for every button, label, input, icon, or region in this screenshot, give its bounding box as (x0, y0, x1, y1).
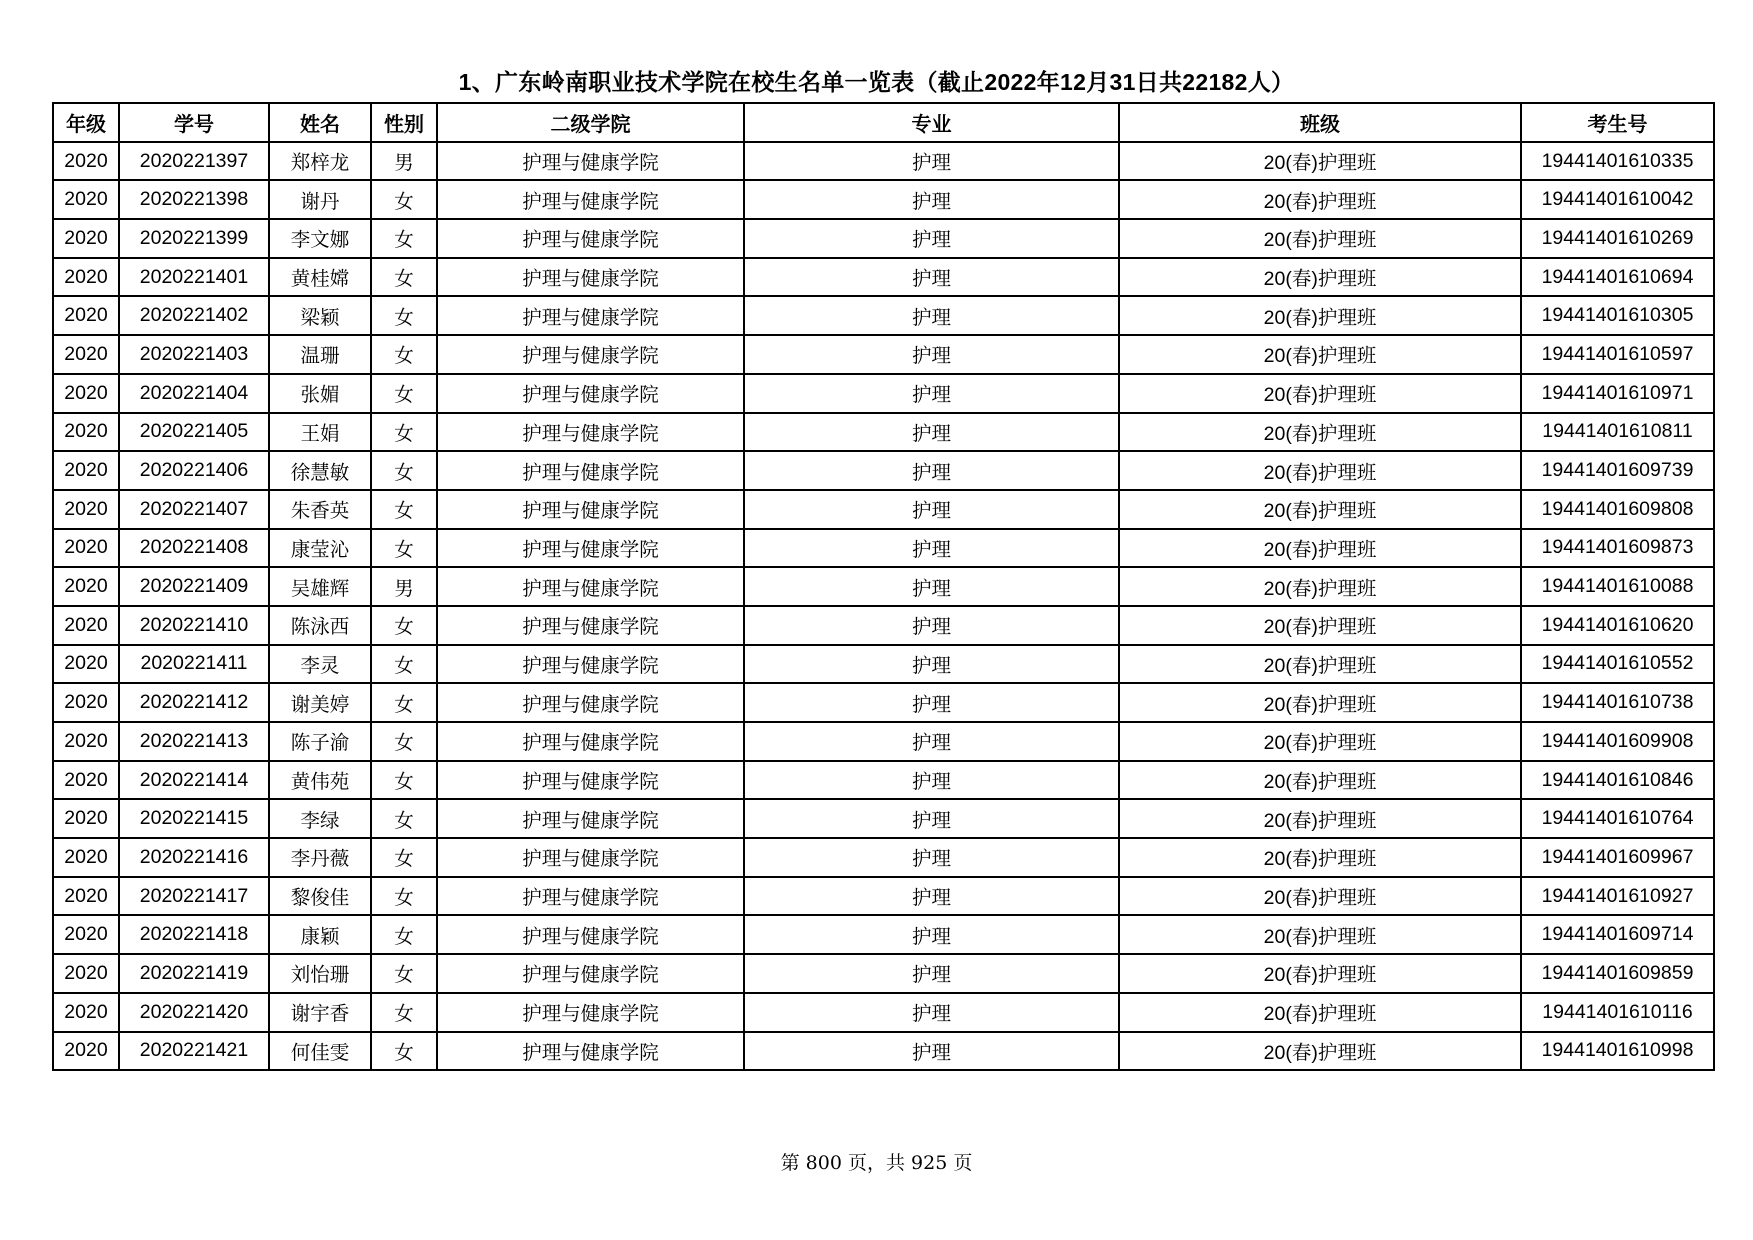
gender-cell: 女 (371, 993, 437, 1032)
class-cell: 20(春)护理班 (1119, 490, 1521, 529)
grade-cell: 2020 (53, 722, 119, 761)
table-row (53, 529, 1714, 568)
college-cell: 护理与健康学院 (437, 645, 744, 684)
table-row (53, 838, 1714, 877)
class-cell: 20(春)护理班 (1119, 1032, 1521, 1071)
student-id-cell: 2020221416 (119, 838, 269, 877)
exam-number-cell: 19441401610971 (1521, 374, 1714, 413)
table-row (53, 335, 1714, 374)
table-row (53, 451, 1714, 490)
grade-cell: 2020 (53, 877, 119, 916)
grade-cell: 2020 (53, 529, 119, 568)
college-cell: 护理与健康学院 (437, 838, 744, 877)
class-cell: 20(春)护理班 (1119, 567, 1521, 606)
college-cell: 护理与健康学院 (437, 413, 744, 452)
gender-cell: 女 (371, 799, 437, 838)
grade-cell: 2020 (53, 219, 119, 258)
exam-number-cell: 19441401609808 (1521, 490, 1714, 529)
table-row (53, 1032, 1714, 1071)
exam-number-cell: 19441401610335 (1521, 142, 1714, 181)
student-id-cell: 2020221402 (119, 296, 269, 335)
class-cell: 20(春)护理班 (1119, 954, 1521, 993)
exam-number-cell: 19441401609967 (1521, 838, 1714, 877)
table-row (53, 915, 1714, 954)
exam-number-cell: 19441401610694 (1521, 258, 1714, 297)
column-header-class: 班级 (1119, 103, 1521, 142)
gender-cell: 女 (371, 1032, 437, 1071)
major-cell: 护理 (744, 915, 1119, 954)
major-cell: 护理 (744, 490, 1119, 529)
college-cell: 护理与健康学院 (437, 915, 744, 954)
gender-cell: 女 (371, 296, 437, 335)
grade-cell: 2020 (53, 799, 119, 838)
table-row (53, 142, 1714, 181)
class-cell: 20(春)护理班 (1119, 529, 1521, 568)
gender-cell: 女 (371, 761, 437, 800)
table-row (53, 258, 1714, 297)
student-id-cell: 2020221412 (119, 683, 269, 722)
table-row (53, 761, 1714, 800)
gender-cell: 女 (371, 877, 437, 916)
gender-cell: 女 (371, 606, 437, 645)
student-id-cell: 2020221415 (119, 799, 269, 838)
exam-number-cell: 19441401610998 (1521, 1032, 1714, 1071)
column-header-name: 姓名 (269, 103, 371, 142)
gender-cell: 女 (371, 335, 437, 374)
major-cell: 护理 (744, 374, 1119, 413)
class-cell: 20(春)护理班 (1119, 761, 1521, 800)
table-row (53, 374, 1714, 413)
table-row (53, 180, 1714, 219)
major-cell: 护理 (744, 799, 1119, 838)
gender-cell: 女 (371, 915, 437, 954)
student-id-cell: 2020221407 (119, 490, 269, 529)
name-cell: 康颖 (269, 915, 371, 954)
college-cell: 护理与健康学院 (437, 1032, 744, 1071)
student-id-cell: 2020221411 (119, 645, 269, 684)
major-cell: 护理 (744, 993, 1119, 1032)
student-id-cell: 2020221401 (119, 258, 269, 297)
table-body (53, 142, 1714, 1071)
name-cell: 谢宇香 (269, 993, 371, 1032)
grade-cell: 2020 (53, 683, 119, 722)
table-row (53, 296, 1714, 335)
name-cell: 谢美婷 (269, 683, 371, 722)
grade-cell: 2020 (53, 567, 119, 606)
name-cell: 康莹沁 (269, 529, 371, 568)
gender-cell: 女 (371, 722, 437, 761)
name-cell: 黎俊佳 (269, 877, 371, 916)
column-header-gender: 性别 (371, 103, 437, 142)
exam-number-cell: 19441401610042 (1521, 180, 1714, 219)
college-cell: 护理与健康学院 (437, 993, 744, 1032)
gender-cell: 女 (371, 413, 437, 452)
column-header-student-id: 学号 (119, 103, 269, 142)
student-id-cell: 2020221414 (119, 761, 269, 800)
gender-cell: 女 (371, 529, 437, 568)
name-cell: 黄桂嫦 (269, 258, 371, 297)
exam-number-cell: 19441401609859 (1521, 954, 1714, 993)
name-cell: 陈子渝 (269, 722, 371, 761)
grade-cell: 2020 (53, 413, 119, 452)
table-row (53, 567, 1714, 606)
grade-cell: 2020 (53, 296, 119, 335)
major-cell: 护理 (744, 567, 1119, 606)
exam-number-cell: 19441401610552 (1521, 645, 1714, 684)
major-cell: 护理 (744, 451, 1119, 490)
column-header-exam-number: 考生号 (1521, 103, 1714, 142)
exam-number-cell: 19441401609908 (1521, 722, 1714, 761)
class-cell: 20(春)护理班 (1119, 877, 1521, 916)
table-row (53, 219, 1714, 258)
college-cell: 护理与健康学院 (437, 335, 744, 374)
table-row (53, 722, 1714, 761)
exam-number-cell: 19441401610927 (1521, 877, 1714, 916)
table-row (53, 606, 1714, 645)
grade-cell: 2020 (53, 335, 119, 374)
gender-cell: 女 (371, 683, 437, 722)
major-cell: 护理 (744, 954, 1119, 993)
student-id-cell: 2020221408 (119, 529, 269, 568)
name-cell: 陈泳西 (269, 606, 371, 645)
grade-cell: 2020 (53, 645, 119, 684)
name-cell: 朱香英 (269, 490, 371, 529)
name-cell: 梁颖 (269, 296, 371, 335)
major-cell: 护理 (744, 296, 1119, 335)
student-id-cell: 2020221398 (119, 180, 269, 219)
table-row (53, 799, 1714, 838)
gender-cell: 女 (371, 451, 437, 490)
grade-cell: 2020 (53, 451, 119, 490)
exam-number-cell: 19441401610116 (1521, 993, 1714, 1032)
college-cell: 护理与健康学院 (437, 722, 744, 761)
gender-cell: 男 (371, 567, 437, 606)
student-id-cell: 2020221419 (119, 954, 269, 993)
name-cell: 徐慧敏 (269, 451, 371, 490)
college-cell: 护理与健康学院 (437, 529, 744, 568)
class-cell: 20(春)护理班 (1119, 799, 1521, 838)
class-cell: 20(春)护理班 (1119, 142, 1521, 181)
page-footer: 第 800 页，共 925 页 (780, 1152, 973, 1174)
grade-cell: 2020 (53, 180, 119, 219)
class-cell: 20(春)护理班 (1119, 335, 1521, 374)
exam-number-cell: 19441401610305 (1521, 296, 1714, 335)
class-cell: 20(春)护理班 (1119, 374, 1521, 413)
class-cell: 20(春)护理班 (1119, 993, 1521, 1032)
college-cell: 护理与健康学院 (437, 219, 744, 258)
exam-number-cell: 19441401610597 (1521, 335, 1714, 374)
gender-cell: 女 (371, 258, 437, 297)
student-id-cell: 2020221404 (119, 374, 269, 413)
column-header-major: 专业 (744, 103, 1119, 142)
grade-cell: 2020 (53, 915, 119, 954)
college-cell: 护理与健康学院 (437, 954, 744, 993)
grade-cell: 2020 (53, 993, 119, 1032)
student-id-cell: 2020221406 (119, 451, 269, 490)
class-cell: 20(春)护理班 (1119, 258, 1521, 297)
student-id-cell: 2020221397 (119, 142, 269, 181)
class-cell: 20(春)护理班 (1119, 915, 1521, 954)
class-cell: 20(春)护理班 (1119, 683, 1521, 722)
grade-cell: 2020 (53, 606, 119, 645)
exam-number-cell: 19441401610846 (1521, 761, 1714, 800)
exam-number-cell: 19441401610620 (1521, 606, 1714, 645)
name-cell: 温珊 (269, 335, 371, 374)
major-cell: 护理 (744, 142, 1119, 181)
student-id-cell: 2020221399 (119, 219, 269, 258)
exam-number-cell: 19441401609714 (1521, 915, 1714, 954)
major-cell: 护理 (744, 335, 1119, 374)
major-cell: 护理 (744, 180, 1119, 219)
college-cell: 护理与健康学院 (437, 799, 744, 838)
exam-number-cell: 19441401610088 (1521, 567, 1714, 606)
student-id-cell: 2020221421 (119, 1032, 269, 1071)
name-cell: 何佳雯 (269, 1032, 371, 1071)
class-cell: 20(春)护理班 (1119, 838, 1521, 877)
name-cell: 刘怡珊 (269, 954, 371, 993)
major-cell: 护理 (744, 1032, 1119, 1071)
student-id-cell: 2020221403 (119, 335, 269, 374)
name-cell: 郑梓龙 (269, 142, 371, 181)
grade-cell: 2020 (53, 954, 119, 993)
class-cell: 20(春)护理班 (1119, 219, 1521, 258)
major-cell: 护理 (744, 606, 1119, 645)
student-id-cell: 2020221410 (119, 606, 269, 645)
major-cell: 护理 (744, 838, 1119, 877)
exam-number-cell: 19441401610269 (1521, 219, 1714, 258)
class-cell: 20(春)护理班 (1119, 413, 1521, 452)
name-cell: 吴雄辉 (269, 567, 371, 606)
name-cell: 黄伟苑 (269, 761, 371, 800)
student-id-cell: 2020221409 (119, 567, 269, 606)
college-cell: 护理与健康学院 (437, 567, 744, 606)
gender-cell: 女 (371, 219, 437, 258)
college-cell: 护理与健康学院 (437, 877, 744, 916)
gender-cell: 女 (371, 838, 437, 877)
column-header-college: 二级学院 (437, 103, 744, 142)
college-cell: 护理与健康学院 (437, 374, 744, 413)
grade-cell: 2020 (53, 258, 119, 297)
gender-cell: 男 (371, 142, 437, 181)
college-cell: 护理与健康学院 (437, 180, 744, 219)
major-cell: 护理 (744, 645, 1119, 684)
student-id-cell: 2020221420 (119, 993, 269, 1032)
college-cell: 护理与健康学院 (437, 142, 744, 181)
table-row (53, 954, 1714, 993)
college-cell: 护理与健康学院 (437, 683, 744, 722)
exam-number-cell: 19441401609739 (1521, 451, 1714, 490)
college-cell: 护理与健康学院 (437, 606, 744, 645)
table-row (53, 413, 1714, 452)
table-row (53, 683, 1714, 722)
class-cell: 20(春)护理班 (1119, 296, 1521, 335)
grade-cell: 2020 (53, 1032, 119, 1071)
class-cell: 20(春)护理班 (1119, 606, 1521, 645)
college-cell: 护理与健康学院 (437, 258, 744, 297)
college-cell: 护理与健康学院 (437, 761, 744, 800)
name-cell: 李灵 (269, 645, 371, 684)
name-cell: 谢丹 (269, 180, 371, 219)
exam-number-cell: 19441401610764 (1521, 799, 1714, 838)
name-cell: 李绿 (269, 799, 371, 838)
student-roster-table (52, 102, 1715, 1071)
student-id-cell: 2020221417 (119, 877, 269, 916)
major-cell: 护理 (744, 413, 1119, 452)
major-cell: 护理 (744, 683, 1119, 722)
grade-cell: 2020 (53, 374, 119, 413)
table-header-row (53, 103, 1714, 142)
grade-cell: 2020 (53, 761, 119, 800)
major-cell: 护理 (744, 722, 1119, 761)
grade-cell: 2020 (53, 490, 119, 529)
college-cell: 护理与健康学院 (437, 490, 744, 529)
major-cell: 护理 (744, 877, 1119, 916)
major-cell: 护理 (744, 761, 1119, 800)
gender-cell: 女 (371, 180, 437, 219)
grade-cell: 2020 (53, 838, 119, 877)
table-row (53, 993, 1714, 1032)
table-row (53, 877, 1714, 916)
grade-cell: 2020 (53, 142, 119, 181)
name-cell: 李文娜 (269, 219, 371, 258)
exam-number-cell: 19441401610738 (1521, 683, 1714, 722)
class-cell: 20(春)护理班 (1119, 645, 1521, 684)
class-cell: 20(春)护理班 (1119, 180, 1521, 219)
column-header-grade: 年级 (53, 103, 119, 142)
student-id-cell: 2020221405 (119, 413, 269, 452)
gender-cell: 女 (371, 954, 437, 993)
gender-cell: 女 (371, 645, 437, 684)
gender-cell: 女 (371, 490, 437, 529)
major-cell: 护理 (744, 258, 1119, 297)
document-title: 1、广东岭南职业技术学院在校生名单一览表（截止2022年12月31日共22182人） (458, 69, 1295, 95)
college-cell: 护理与健康学院 (437, 296, 744, 335)
student-id-cell: 2020221418 (119, 915, 269, 954)
class-cell: 20(春)护理班 (1119, 451, 1521, 490)
exam-number-cell: 19441401609873 (1521, 529, 1714, 568)
college-cell: 护理与健康学院 (437, 451, 744, 490)
table-row (53, 490, 1714, 529)
name-cell: 张媚 (269, 374, 371, 413)
student-id-cell: 2020221413 (119, 722, 269, 761)
exam-number-cell: 19441401610811 (1521, 413, 1714, 452)
name-cell: 王娟 (269, 413, 371, 452)
table-row (53, 645, 1714, 684)
major-cell: 护理 (744, 219, 1119, 258)
class-cell: 20(春)护理班 (1119, 722, 1521, 761)
major-cell: 护理 (744, 529, 1119, 568)
gender-cell: 女 (371, 374, 437, 413)
name-cell: 李丹薇 (269, 838, 371, 877)
